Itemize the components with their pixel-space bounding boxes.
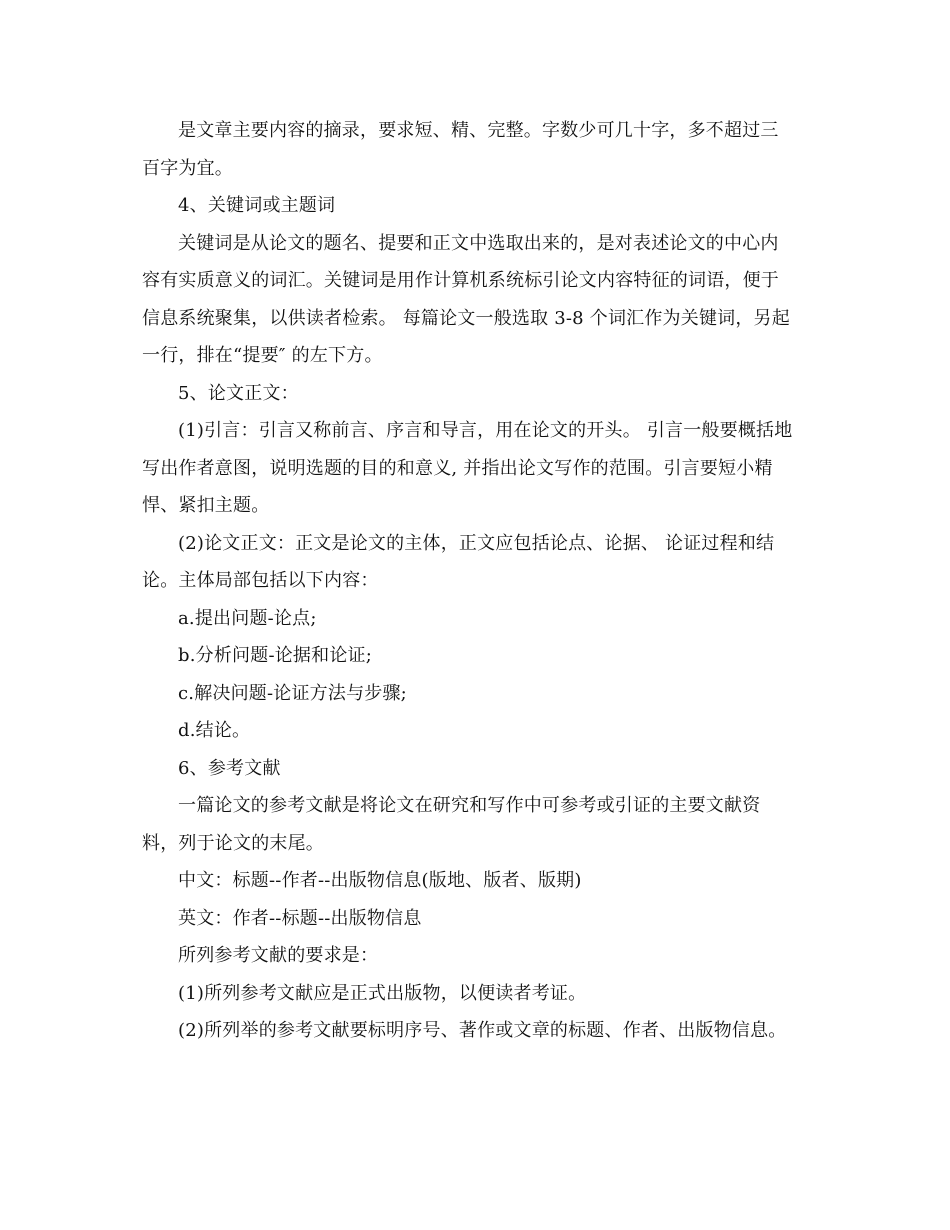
list-item: c.解决问题-论证方法与步骤; xyxy=(178,682,407,704)
list-item: b.分析问题-论据和论证; xyxy=(178,645,372,666)
keywords-paragraph-line-1: 关键词是从论文的题名、提要和正文中选取出来的，是对表述论文的中心内 xyxy=(178,232,779,254)
document-body xyxy=(142,112,810,1050)
introduction-paragraph-line-1: (1)引言：引言又称前言、序言和导言，用在论文的开头。 引言一般要概括地 xyxy=(178,420,793,441)
abstract-paragraph-line-2: 百字为宜。 xyxy=(142,157,233,179)
references-paragraph-line-2: 料，列于论文的末尾。 xyxy=(142,832,324,854)
requirement-item: (1)所列参考文献应是正式出版物，以便读者考证。 xyxy=(178,982,587,1004)
list-item: a.提出问题-论点; xyxy=(178,607,317,629)
introduction-paragraph-line-2: 写出作者意图，说明选题的目的和意义, 并指出论文写作的范围。引言要短小精 xyxy=(142,457,773,479)
requirement-item: (2)所列举的参考文献要标明序号、著作或文章的标题、作者、出版物信息。 xyxy=(178,1020,787,1041)
main-body-paragraph-line-2: 论。主体局部包括以下内容： xyxy=(142,570,379,591)
keywords-paragraph-line-2: 容有实质意义的词汇。关键词是用作计算机系统标引论文内容特征的词语，便于 xyxy=(142,270,779,291)
abstract-paragraph-line-1: 是文章主要内容的摘录，要求短、精、完整。字数少可几十字，多不超过三 xyxy=(178,120,779,141)
keywords-paragraph-line-4: 一行，排在“提要″ 的左下方。 xyxy=(142,345,383,366)
main-body-paragraph-line-1: (2)论文正文：正文是论文的主体，正文应包括论点、论据、 论证过程和结 xyxy=(178,532,775,554)
section-heading-references: 6、参考文献 xyxy=(178,757,281,779)
introduction-paragraph-line-3: 悍、紧扣主题。 xyxy=(142,495,270,516)
requirements-heading: 所列参考文献的要求是： xyxy=(178,945,379,966)
references-paragraph-line-1: 一篇论文的参考文献是将论文在研究和写作中可参考或引证的主要文献资 xyxy=(178,795,761,816)
list-item: d.结论。 xyxy=(178,720,251,741)
section-heading-body: 5、论文正文： xyxy=(178,382,299,404)
keywords-paragraph-line-3: 信息系统聚集，以供读者检索。 每篇论文一般选取 3-8 个词汇作为关键词，另起 xyxy=(142,307,790,329)
english-format-line: 英文：作者--标题--出版物信息 xyxy=(178,907,422,929)
chinese-format-line: 中文：标题--作者--出版物信息(版地、版者、版期) xyxy=(178,870,582,891)
section-heading-keywords: 4、关键词或主题词 xyxy=(178,195,336,216)
